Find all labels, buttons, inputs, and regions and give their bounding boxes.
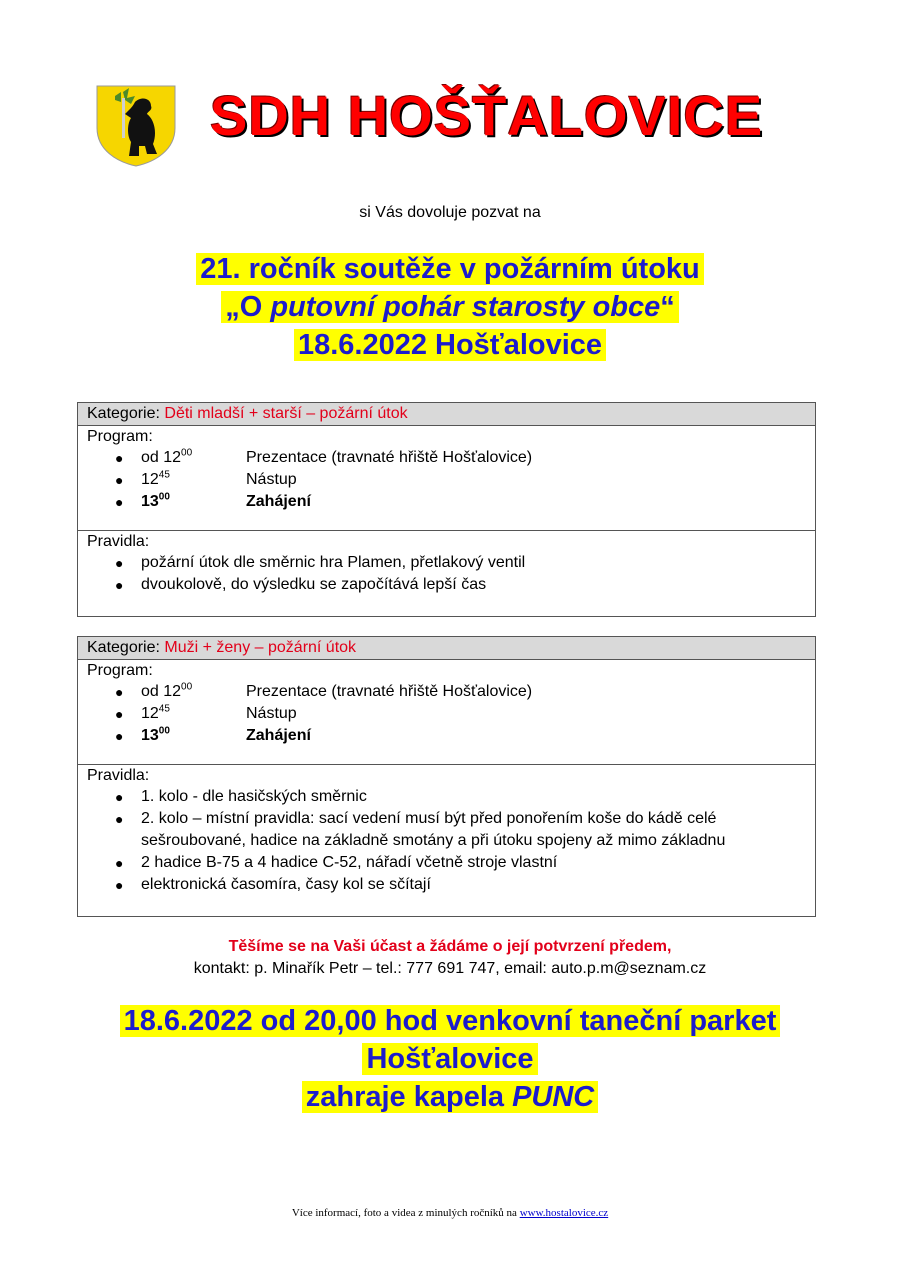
evening-text-1: 18.6.2022 od 20,00 hod venkovní taneční parket xyxy=(120,1005,781,1037)
rule-item xyxy=(87,874,815,896)
bullet-icon: ● xyxy=(115,684,124,700)
headline-quote-close: “ xyxy=(660,291,675,323)
rule-item xyxy=(87,786,815,808)
bullet-icon: ● xyxy=(115,789,124,805)
headline-line-3 xyxy=(0,326,900,364)
program-item xyxy=(87,681,815,703)
category-header xyxy=(78,403,815,426)
evening-band-name: PUNC xyxy=(512,1081,595,1113)
program-text: Nástup xyxy=(246,471,297,488)
rule-item xyxy=(87,852,815,874)
category-box-adults xyxy=(77,636,816,917)
bullet-icon: ● xyxy=(115,450,124,466)
rule-text: 2 hadice B-75 a 4 hadice C-52, nářadí včetně stroje vlastní xyxy=(141,854,558,871)
rule-item xyxy=(87,552,815,574)
page-title: SDH HOŠŤALOVICE xyxy=(210,84,764,147)
program-time: 12 xyxy=(141,471,159,488)
evening-text-2: Hošťalovice xyxy=(362,1043,537,1075)
rules-section xyxy=(78,530,815,596)
program-text: Prezentace (travnaté hřiště Hošťalovice) xyxy=(246,683,533,700)
program-item xyxy=(87,725,815,747)
program-label: Program: xyxy=(87,428,153,445)
program-time: 12 xyxy=(141,705,159,722)
program-item xyxy=(87,703,815,725)
bullet-icon: ● xyxy=(115,855,124,871)
invite-line: si Vás dovoluje pozvat na xyxy=(359,204,541,221)
footer-website-link[interactable]: www.hostalovice.cz xyxy=(519,1207,609,1219)
bullet-icon: ● xyxy=(115,877,124,893)
program-time-minutes: 00 xyxy=(158,725,170,737)
contact-line: kontakt: p. Minařík Petr – tel.: 777 691 747, email: auto.p.m@seznam.cz xyxy=(193,960,707,977)
evening-band-prefix: zahraje kapela xyxy=(305,1081,513,1113)
headline-text-2 xyxy=(221,291,679,323)
rules-label: Pravidla: xyxy=(87,767,150,784)
category-box-children xyxy=(77,402,816,617)
evening-text-3 xyxy=(302,1081,599,1113)
coat-of-arms-bear-icon xyxy=(95,84,177,168)
thanks-line: Těšíme se na Vaši účast a žádáme o její potvrzení předem, xyxy=(228,938,672,955)
program-text: Zahájení xyxy=(246,727,311,744)
program-time-minutes: 00 xyxy=(181,681,193,693)
bullet-icon: ● xyxy=(115,494,124,510)
rule-text-continued: sešroubované, hadice na základně smotány a při útoku spojeny až mimo základnu xyxy=(141,832,726,849)
headline-quote-open: „O xyxy=(225,291,271,323)
bullet-icon: ● xyxy=(115,472,124,488)
headline-line-2 xyxy=(0,288,900,326)
bullet-icon: ● xyxy=(115,728,124,744)
rule-text: dvoukolově, do výsledku se započítává lepší čas xyxy=(141,576,487,593)
evening-line-1 xyxy=(0,1002,900,1040)
rule-text: elektronická časomíra, časy kol se sčítají xyxy=(141,876,431,893)
evening-line-3 xyxy=(0,1078,900,1116)
program-time-minutes: 00 xyxy=(181,447,193,459)
program-time: od 12 xyxy=(141,683,182,700)
evening-line-2 xyxy=(0,1040,900,1078)
category-header xyxy=(78,637,815,660)
program-text: Nástup xyxy=(246,705,297,722)
rule-item xyxy=(87,808,815,852)
program-label: Program: xyxy=(87,662,153,679)
program-time: 13 xyxy=(141,493,159,510)
program-text: Zahájení xyxy=(246,493,311,510)
category-value: Děti mladší + starší – požární útok xyxy=(164,405,408,422)
bullet-icon: ● xyxy=(115,706,124,722)
program-text: Prezentace (travnaté hřiště Hošťalovice) xyxy=(246,449,533,466)
rule-text: požární útok dle směrnic hra Plamen, přetlakový ventil xyxy=(141,554,526,571)
category-label: Kategorie: xyxy=(87,405,160,422)
headline-line-1 xyxy=(0,250,900,288)
program-time-minutes: 45 xyxy=(158,703,170,715)
category-value: Muži + ženy – požární útok xyxy=(164,639,357,656)
bullet-icon: ● xyxy=(115,555,124,571)
headline-text-1: 21. ročník soutěže v požárním útoku xyxy=(196,253,704,285)
bullet-icon: ● xyxy=(115,577,124,593)
category-label: Kategorie: xyxy=(87,639,160,656)
rules-label: Pravidla: xyxy=(87,533,150,550)
rule-text: 1. kolo - dle hasičských směrnic xyxy=(141,788,367,805)
program-section xyxy=(78,426,815,530)
rule-item xyxy=(87,574,815,596)
headline-cup-name: putovní pohár starosty obce xyxy=(270,291,661,323)
rules-section xyxy=(78,764,815,896)
footer xyxy=(0,1207,900,1219)
program-item xyxy=(87,447,815,469)
program-time-minutes: 00 xyxy=(158,491,170,503)
program-time: od 12 xyxy=(141,449,182,466)
program-item xyxy=(87,469,815,491)
program-time: 13 xyxy=(141,727,159,744)
program-time-minutes: 45 xyxy=(158,469,170,481)
headline-date-place: 18.6.2022 Hošťalovice xyxy=(294,329,606,361)
program-item xyxy=(87,491,815,513)
program-section xyxy=(78,660,815,764)
rule-text: 2. kolo – místní pravidla: sací vedení musí být před ponořením koše do kádě celé xyxy=(141,810,717,827)
footer-text: Více informací, foto a videa z minulých ročníků na xyxy=(291,1207,520,1219)
bullet-icon: ● xyxy=(115,811,124,827)
